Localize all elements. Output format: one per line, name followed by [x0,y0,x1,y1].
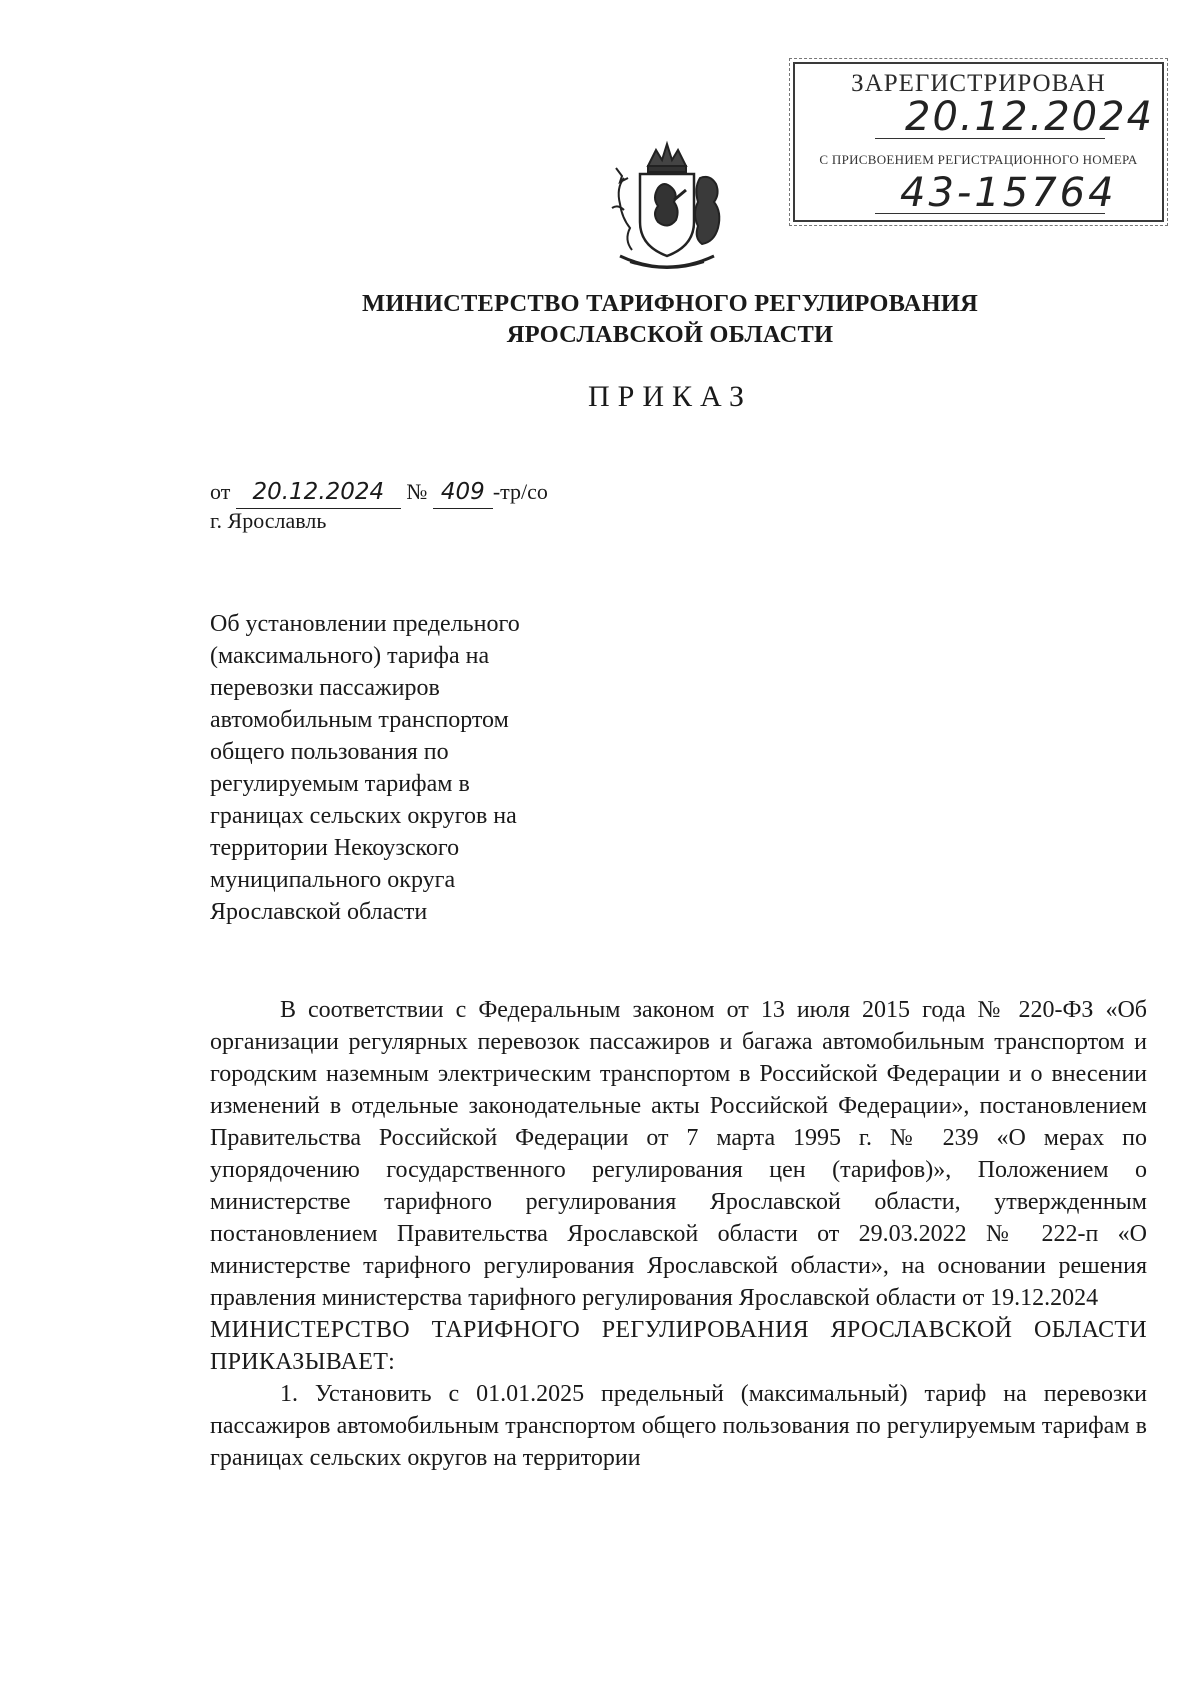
organization-name [0,288,1200,350]
title-line: регулируемым тарифам в [210,771,470,797]
stamp-registration-number: 43-15764 [900,170,1117,216]
stamp-date: 20.12.2024 [905,94,1155,140]
preamble-paragraph: В соответствии с Федеральным законом от 13 июля 2015 года № 220-ФЗ «Об организации регулярных перевозок пассажиров и багажа автомобильным транспортом и городским наземным электрическим транспортом в Российской Федерации и о внесении изменений в отдельные законодательные акты Российской Федерации», постановлением Правительства Российской Федерации от 7 марта 1995 г. № 239 «О мерах по упорядочению государственного регулирования цен (тарифов)», Положением о министерстве тарифного регулирования Ярославской области, утвержденным постановлением Правительства Ярославской области от 29.03.2022 № 222-п «О министерстве тарифного регулирования Ярославской области», на основании решения правления министерства тарифного регулирования Ярославской области от 19.12.2024 [210,997,1147,1311]
title-line: (максимального) тарифа на [210,643,490,669]
title-line: Об установлении предельного [210,611,520,637]
document-title [210,608,630,928]
registration-stamp [793,62,1164,222]
handwritten-date: 20.12.2024 [236,476,401,509]
title-line: территории Некоузского [210,835,460,861]
stamp-title: ЗАРЕГИСТРИРОВАН [851,70,1106,97]
title-line: муниципального округа [210,867,456,893]
title-line: Ярославской области [210,899,428,925]
document-type: ПРИКАЗ [588,380,752,413]
title-line: перевозки пассажиров [210,675,440,701]
stamp-subtitle: С ПРИСВОЕНИЕМ РЕГИСТРАЦИОННОГО НОМЕРА [819,152,1138,167]
document-body [210,994,1147,1474]
number-suffix: -тр/со [492,479,548,504]
number-label: № [406,479,428,504]
title-line: общего пользования по [210,739,449,765]
from-label: от [210,479,231,504]
organization-name-line1: МИНИСТЕРСТВО ТАРИФНОГО РЕГУЛИРОВАНИЯ [362,290,978,317]
stamp-number-line [875,213,1105,214]
city: г. Ярославль [210,508,327,533]
document-meta [210,476,548,509]
organization-name-line2: ЯРОСЛАВСКОЙ ОБЛАСТИ [506,321,834,348]
title-line: границах сельских округов на [210,803,517,829]
title-line: автомобильным транспортом [210,707,509,733]
decree-paragraph: МИНИСТЕРСТВО ТАРИФНОГО РЕГУЛИРОВАНИЯ ЯРОСЛАВСКОЙ ОБЛАСТИ ПРИКАЗЫВАЕТ: [210,1317,1147,1375]
stamp-date-line [875,138,1105,139]
item-1-paragraph: 1. Установить с 01.01.2025 предельный (максимальный) тариф на перевозки пассажиров автомобильным транспортом общего пользования по регулируемым тарифам в границах сельских округов на территории [210,1381,1147,1471]
handwritten-number: 409 [433,476,493,509]
coat-of-arms-emblem [600,138,734,273]
